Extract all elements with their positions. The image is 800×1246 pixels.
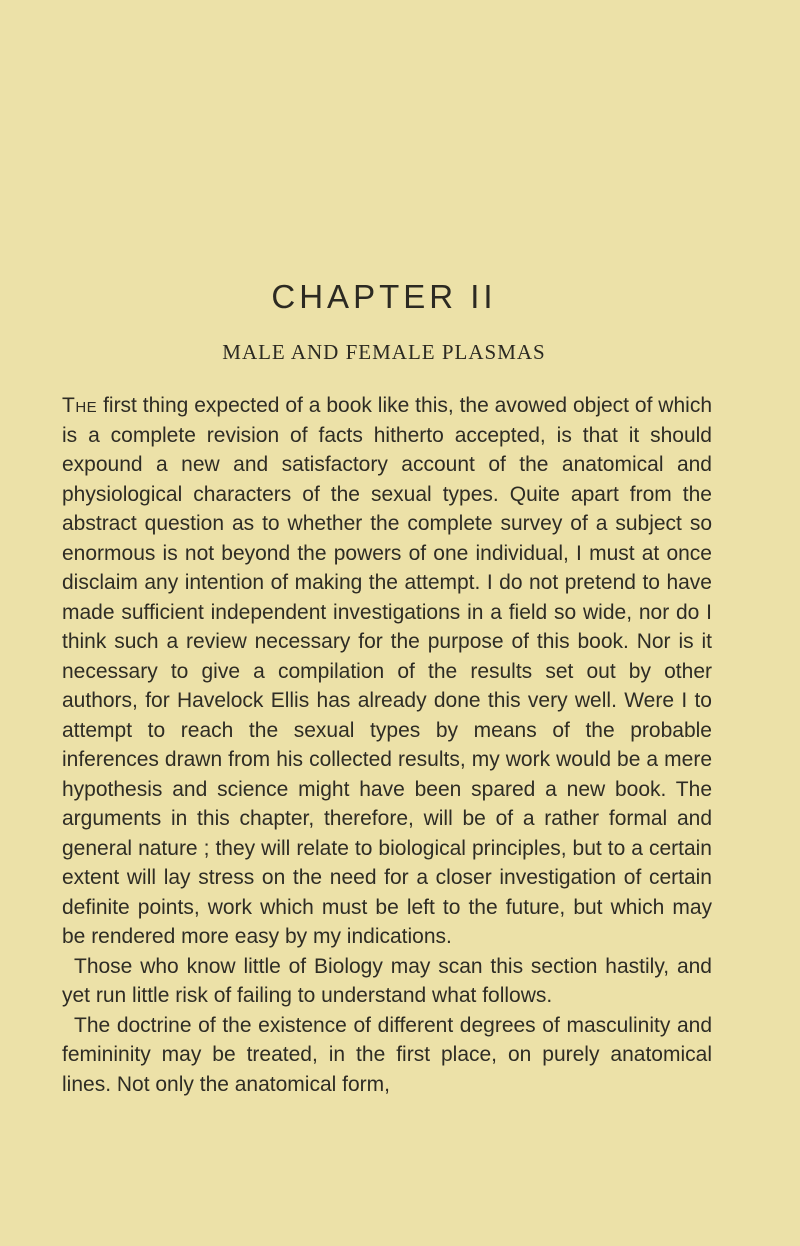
- chapter-body: [62, 391, 712, 1099]
- chapter-subtitle: MALE AND FEMALE PLASMAS: [222, 340, 546, 364]
- paragraph-lead-word: The: [62, 394, 98, 417]
- paragraph-3: The doctrine of the existence of different degrees of masculinity and femininity may be treated, in the first place, on purely anatomical lines. Not only the anatomical form,: [62, 1013, 712, 1096]
- paragraph-1-text: first thing expected of a book like this, the avowed object of which is a complete revision of facts hitherto accepted, is that it should expound a new and satisfactory account of the anatomical and physiological characters of the sexual types. Quite apart from the abstract question as to whether the complete survey of a subject so enormous is not beyond the powers of one individual, I must at once disclaim any intention of making the attempt. I do not pretend to have made sufficient independent investigations in a field so wide, nor do I think such a review necessary for the purpose of this book. Nor is it necessary to give a compilation of the results set out by other authors, for Havelock Ellis has already done this very well. Were I to attempt to reach the sexual types by means of the probable inferences drawn from his collected results, my work would be a mere hypothesis and science might have been spared a new book. The arguments in this chapter, therefore, will be of a rather formal and general nature ; they will relate to biological principles, but to a certain extent will lay stress on the need for a closer investigation of certain definite points, work which must be left to the future, but which may be rendered more easy by my indications.: [62, 394, 712, 948]
- paragraph-2: Those who know little of Biology may scan this section hastily, and yet run little risk of failing to understand what follows.: [62, 954, 712, 1007]
- chapter-heading: CHAPTER II: [271, 278, 497, 315]
- paragraph-1: [62, 391, 712, 952]
